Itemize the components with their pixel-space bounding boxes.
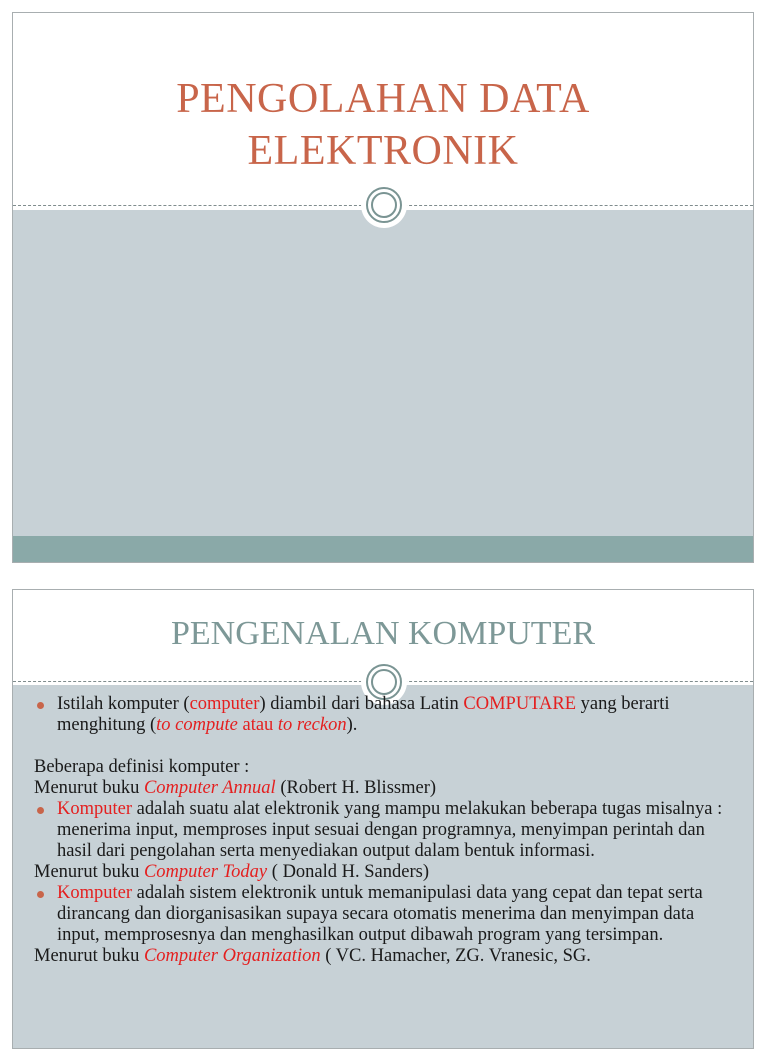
definitions-heading: Beberapa definisi komputer : — [34, 757, 250, 777]
intro-bullet: Istilah komputer (computer) diambil dari bahasa Latin COMPUTARE yang berarti menghitung (to compute atau to reckon). — [34, 694, 735, 736]
source-line: Menurut buku Computer Today ( Donald H. Sanders) — [34, 862, 429, 882]
footer-band — [13, 536, 753, 562]
title-line-2: ELEKTRONIK — [247, 128, 519, 174]
slide-1-title — [13, 73, 753, 177]
title-line-1: PENGOLAHAN DATA — [176, 76, 590, 122]
definition-bullet: Komputer adalah suatu alat elektronik yang mampu melakukan beberapa tugas misalnya : menerima input, memproses input sesuai dengan programnya, menyimpan perintah dan hasil dari pengolahan serta menyediakan output dalam bentuk informasi. — [34, 799, 735, 862]
slide-2 — [12, 589, 754, 1049]
slide-1-body — [13, 210, 753, 536]
definition-bullet: Komputer adalah sistem elektronik untuk memanipulasi data yang cepat dan tepat serta dirancang dan diorganisasikan supaya secara otomatis menerima dan menyimpan data input, memprosesnya dan menghasilkan output dibawah program yang tersimpan. — [34, 883, 735, 946]
slide-2-content — [34, 694, 735, 967]
slide-2-title: PENGENALAN KOMPUTER — [170, 615, 596, 652]
ring-ornament-icon — [361, 182, 407, 228]
slide-1 — [12, 12, 754, 563]
source-line: Menurut buku Computer Annual (Robert H. Blissmer) — [34, 778, 437, 798]
source-line: Menurut buku Computer Organization ( VC. Hamacher, ZG. Vranesic, SG. — [34, 946, 591, 966]
slide-1-title-area — [13, 13, 753, 205]
